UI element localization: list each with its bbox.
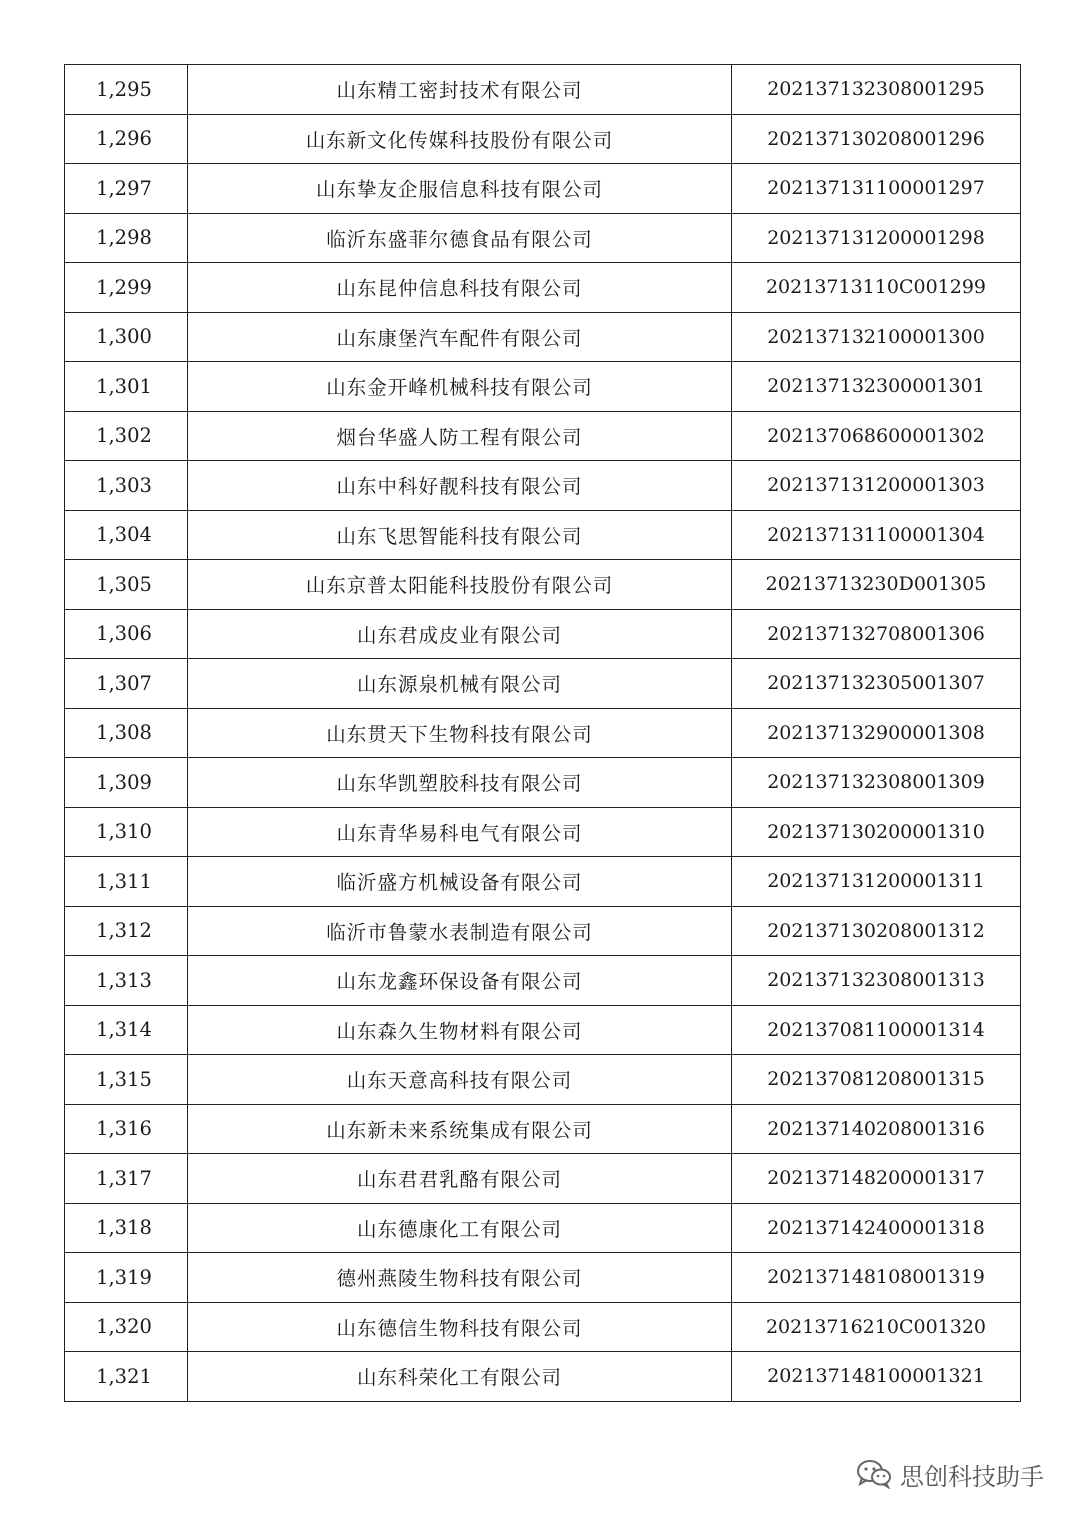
company-name: 德州燕陵生物科技有限公司 <box>188 1253 732 1303</box>
table-row <box>65 213 1021 263</box>
row-number: 1,304 <box>65 510 188 560</box>
row-number: 1,316 <box>65 1104 188 1154</box>
registration-code: 202137130208001312 <box>732 906 1021 956</box>
company-name: 山东德康化工有限公司 <box>188 1203 732 1253</box>
registration-code: 202137131100001297 <box>732 164 1021 214</box>
registration-code: 202137132308001313 <box>732 956 1021 1006</box>
table-row <box>65 1203 1021 1253</box>
table-row <box>65 1302 1021 1352</box>
registration-code: 202137148100001321 <box>732 1352 1021 1402</box>
registration-code: 202137132100001300 <box>732 312 1021 362</box>
table-body <box>65 65 1021 1402</box>
company-name: 山东新未来系统集成有限公司 <box>188 1104 732 1154</box>
registration-code: 20213716210C001320 <box>732 1302 1021 1352</box>
table-row <box>65 461 1021 511</box>
table-row <box>65 609 1021 659</box>
registration-code: 20213713110C001299 <box>732 263 1021 313</box>
table-row <box>65 65 1021 115</box>
company-name: 山东飞思智能科技有限公司 <box>188 510 732 560</box>
company-name: 山东昆仲信息科技有限公司 <box>188 263 732 313</box>
row-number: 1,302 <box>65 411 188 461</box>
table-row <box>65 758 1021 808</box>
company-name: 临沂市鲁蒙水表制造有限公司 <box>188 906 732 956</box>
table-row <box>65 659 1021 709</box>
table-row <box>65 956 1021 1006</box>
company-name: 山东龙鑫环保设备有限公司 <box>188 956 732 1006</box>
row-number: 1,295 <box>65 65 188 115</box>
registration-code: 202137132305001307 <box>732 659 1021 709</box>
row-number: 1,312 <box>65 906 188 956</box>
company-name: 山东金开峰机械科技有限公司 <box>188 362 732 412</box>
company-name: 烟台华盛人防工程有限公司 <box>188 411 732 461</box>
company-name: 山东天意高科技有限公司 <box>188 1055 732 1105</box>
table-row <box>65 510 1021 560</box>
registration-code: 202137130200001310 <box>732 807 1021 857</box>
registration-code: 202137081208001315 <box>732 1055 1021 1105</box>
row-number: 1,299 <box>65 263 188 313</box>
row-number: 1,321 <box>65 1352 188 1402</box>
company-registration-table <box>64 64 1021 1402</box>
row-number: 1,305 <box>65 560 188 610</box>
row-number: 1,309 <box>65 758 188 808</box>
row-number: 1,303 <box>65 461 188 511</box>
row-number: 1,313 <box>65 956 188 1006</box>
company-name: 山东德信生物科技有限公司 <box>188 1302 732 1352</box>
company-name: 山东精工密封技术有限公司 <box>188 65 732 115</box>
table-row <box>65 1055 1021 1105</box>
watermark <box>856 1454 1044 1494</box>
table-row <box>65 1253 1021 1303</box>
registration-code: 202137148108001319 <box>732 1253 1021 1303</box>
table-row <box>65 1154 1021 1204</box>
table-row <box>65 411 1021 461</box>
table-row <box>65 807 1021 857</box>
table-row <box>65 164 1021 214</box>
registration-code: 202137131200001311 <box>732 857 1021 907</box>
registration-code: 202137148200001317 <box>732 1154 1021 1204</box>
registration-code: 202137142400001318 <box>732 1203 1021 1253</box>
company-name: 山东源泉机械有限公司 <box>188 659 732 709</box>
table-row <box>65 708 1021 758</box>
table-row <box>65 114 1021 164</box>
row-number: 1,315 <box>65 1055 188 1105</box>
company-name: 山东康堡汽车配件有限公司 <box>188 312 732 362</box>
table-row <box>65 1352 1021 1402</box>
registration-code: 202137131100001304 <box>732 510 1021 560</box>
row-number: 1,307 <box>65 659 188 709</box>
row-number: 1,320 <box>65 1302 188 1352</box>
company-name: 山东科荣化工有限公司 <box>188 1352 732 1402</box>
registration-code: 202137132300001301 <box>732 362 1021 412</box>
table-row <box>65 312 1021 362</box>
registration-code: 202137081100001314 <box>732 1005 1021 1055</box>
company-name: 山东君成皮业有限公司 <box>188 609 732 659</box>
registration-code: 20213713230D001305 <box>732 560 1021 610</box>
company-name: 山东华凯塑胶科技有限公司 <box>188 758 732 808</box>
table-row <box>65 1104 1021 1154</box>
company-name: 山东挚友企服信息科技有限公司 <box>188 164 732 214</box>
table-row <box>65 362 1021 412</box>
row-number: 1,317 <box>65 1154 188 1204</box>
company-name: 山东森久生物材料有限公司 <box>188 1005 732 1055</box>
row-number: 1,319 <box>65 1253 188 1303</box>
registration-code: 202137132308001309 <box>732 758 1021 808</box>
row-number: 1,296 <box>65 114 188 164</box>
row-number: 1,310 <box>65 807 188 857</box>
table-row <box>65 560 1021 610</box>
registration-code: 202137140208001316 <box>732 1104 1021 1154</box>
wechat-icon <box>856 1459 892 1489</box>
company-name: 山东青华易科电气有限公司 <box>188 807 732 857</box>
table-row <box>65 906 1021 956</box>
company-name: 山东新文化传媒科技股份有限公司 <box>188 114 732 164</box>
registration-code: 202137132308001295 <box>732 65 1021 115</box>
row-number: 1,314 <box>65 1005 188 1055</box>
company-name: 临沂东盛菲尔德食品有限公司 <box>188 213 732 263</box>
watermark-text: 思创科技助手 <box>900 1462 1044 1491</box>
table-row <box>65 1005 1021 1055</box>
row-number: 1,308 <box>65 708 188 758</box>
table-row <box>65 857 1021 907</box>
row-number: 1,301 <box>65 362 188 412</box>
company-name: 山东贯天下生物科技有限公司 <box>188 708 732 758</box>
registration-code: 202137131200001298 <box>732 213 1021 263</box>
row-number: 1,298 <box>65 213 188 263</box>
registration-code: 202137131200001303 <box>732 461 1021 511</box>
row-number: 1,300 <box>65 312 188 362</box>
company-name: 临沂盛方机械设备有限公司 <box>188 857 732 907</box>
table-row <box>65 263 1021 313</box>
company-name: 山东君君乳酪有限公司 <box>188 1154 732 1204</box>
registration-code: 202137132900001308 <box>732 708 1021 758</box>
registration-code: 202137130208001296 <box>732 114 1021 164</box>
row-number: 1,311 <box>65 857 188 907</box>
row-number: 1,318 <box>65 1203 188 1253</box>
registration-code: 202137132708001306 <box>732 609 1021 659</box>
row-number: 1,297 <box>65 164 188 214</box>
row-number: 1,306 <box>65 609 188 659</box>
company-name: 山东中科好靓科技有限公司 <box>188 461 732 511</box>
registration-code: 202137068600001302 <box>732 411 1021 461</box>
company-name: 山东京普太阳能科技股份有限公司 <box>188 560 732 610</box>
